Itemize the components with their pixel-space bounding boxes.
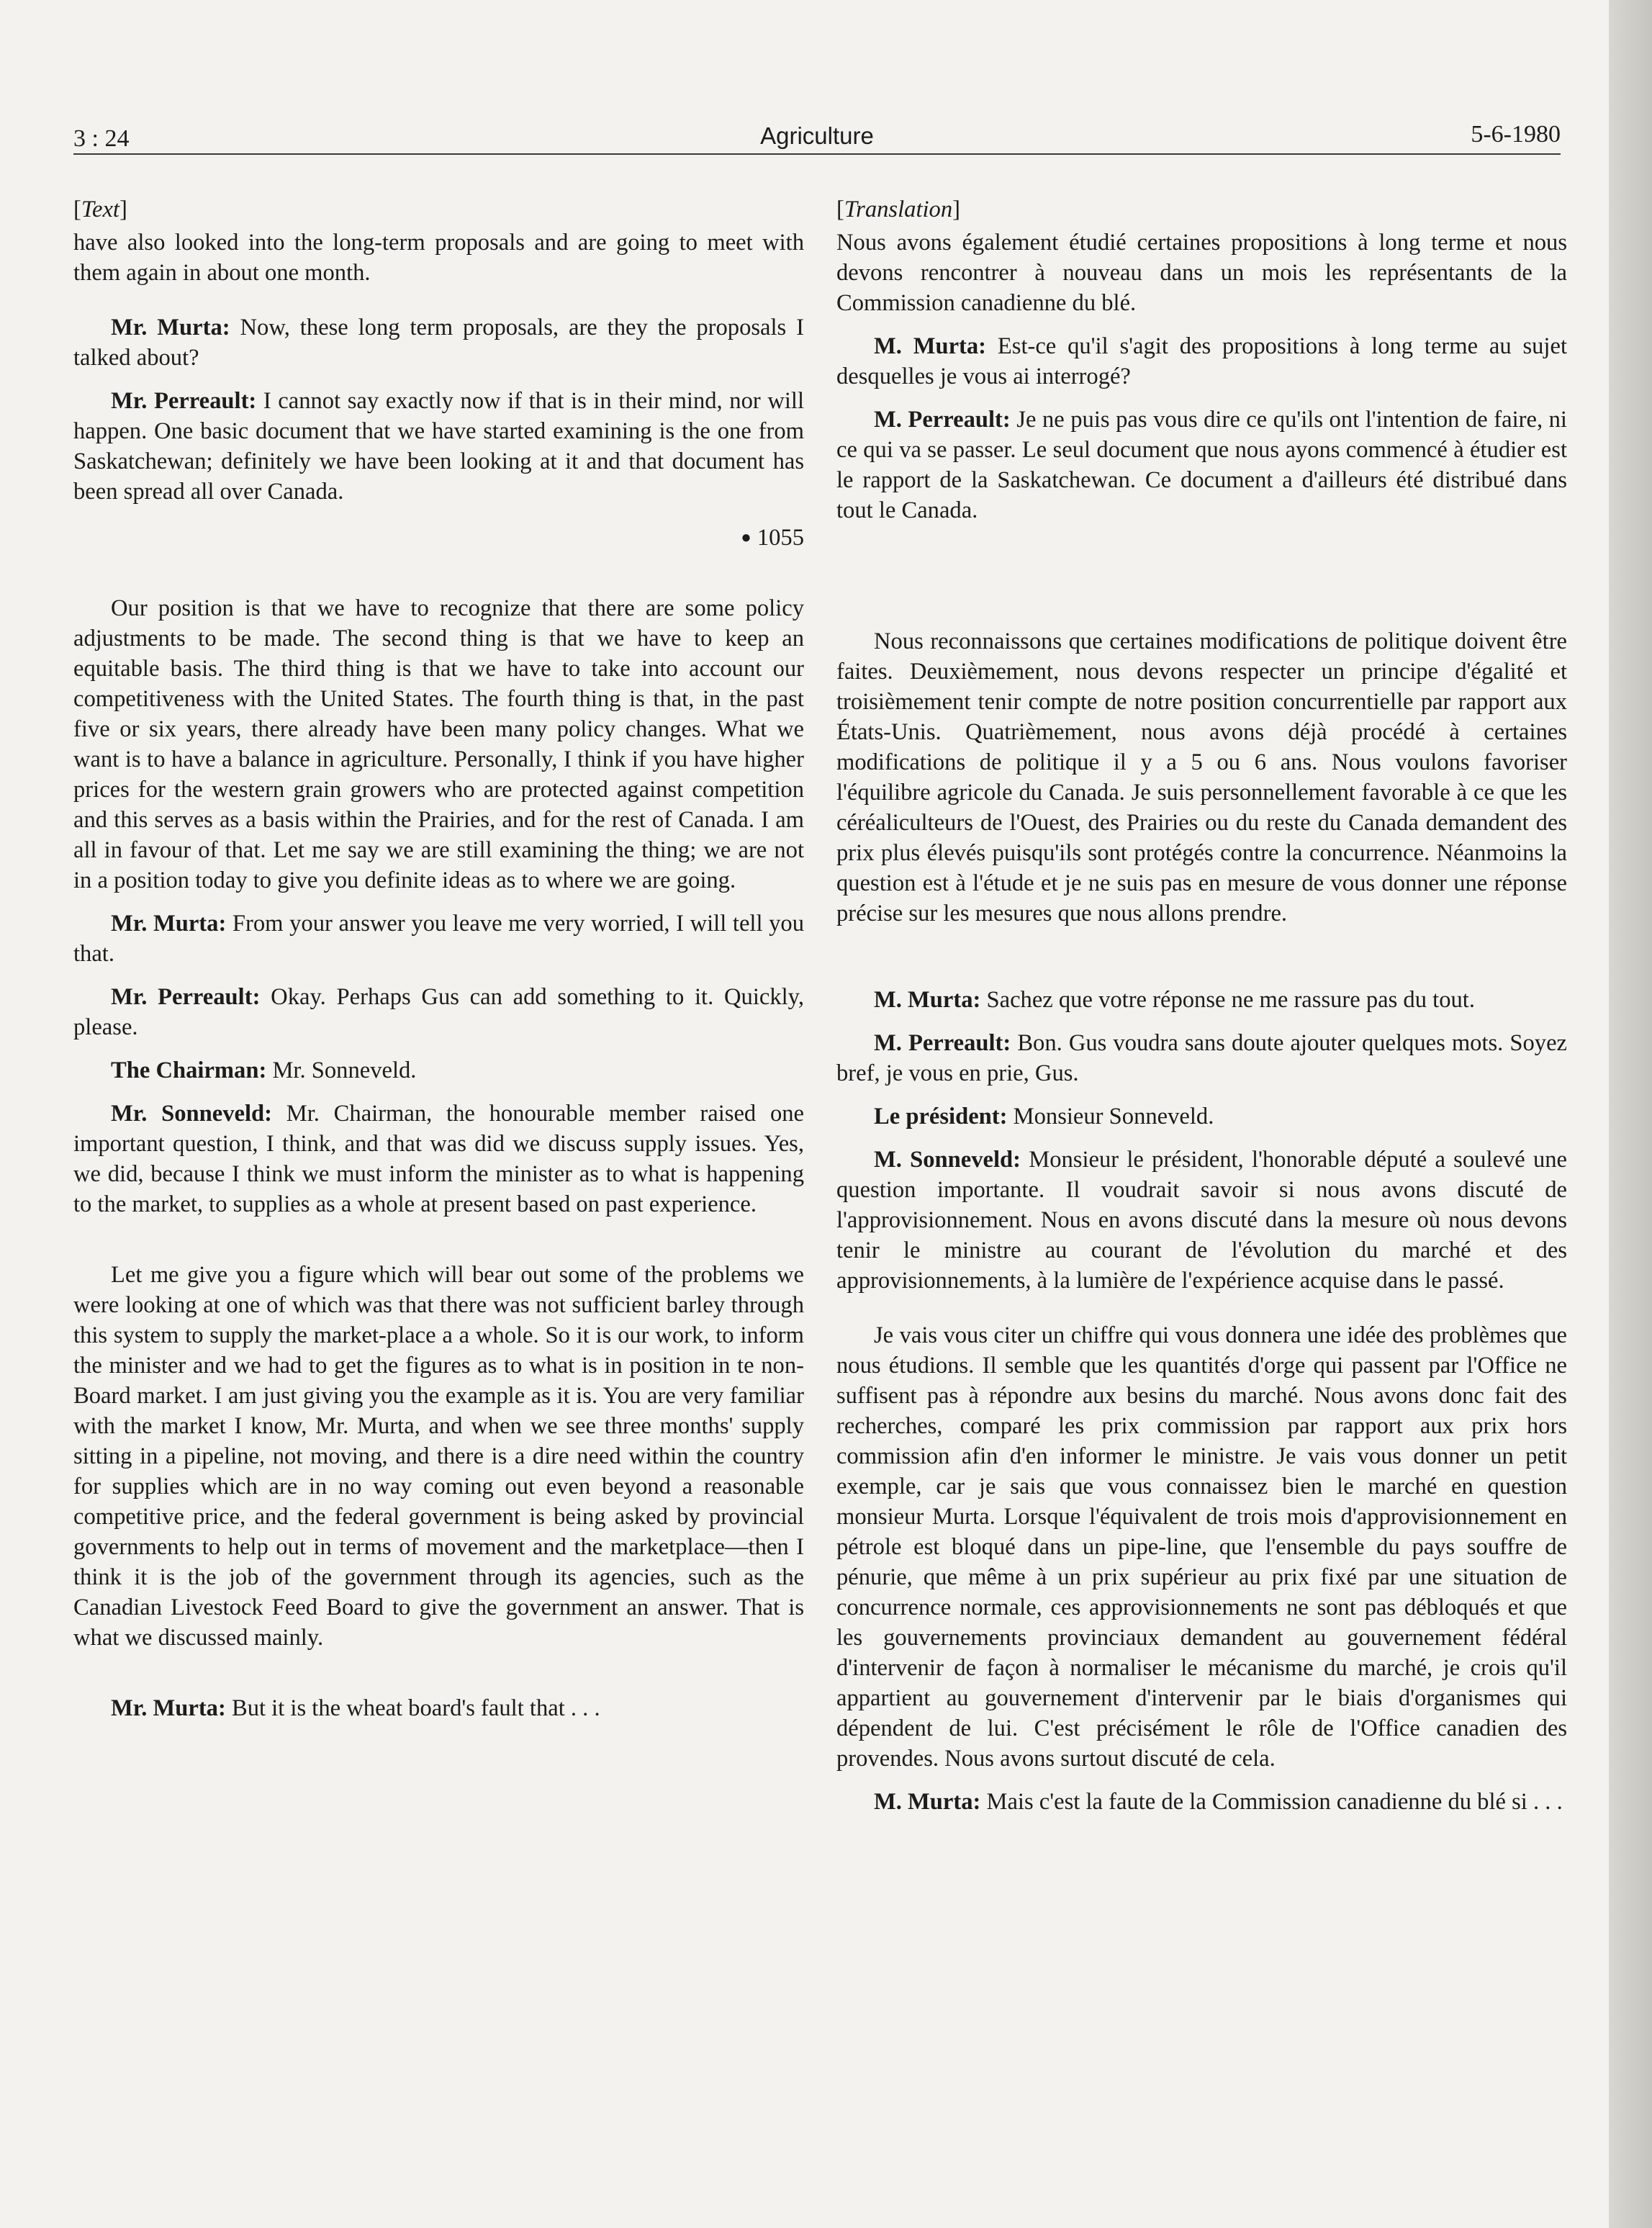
speech-text: From your answer you leave me very worried, I will tell you that. (73, 911, 804, 967)
speech-text: Now, these long term proposals, are they the proposals I talked about? (73, 315, 804, 371)
speech-perreault-3 (836, 1028, 1567, 1088)
speaker-name: Mr. Sonneveld: (111, 1101, 272, 1127)
speaker-name: M. Sonneveld: (874, 1147, 1021, 1173)
timestamp: ● 1055 (741, 525, 804, 551)
speech-perreault-2: Nous reconnaissons que certaines modifications de politique doivent être faites. Deuxièmement, nous devons respecter un principe d'égalité et troisièmement tenir compte de notre position concurrentielle par rapport aux États-Unis. Quatrièmement, nous avons déjà procédé à certaines modifications de politique il y a 5 ou 6 ans. Nous voulons favoriser l'équilibre agricole du Canada. Je suis personnellement favorable à ce que les céréaliculteurs de l'Ouest, des Prairies ou du reste du Canada demandent des prix plus élevés puisqu'ils sont protégés contre la concurrence. Néanmoins la question est à l'étude et je ne suis pas en mesure de vous donner une réponse précise sur les mesures que nous allons prendre. (836, 628, 1567, 926)
text-label: [Text] (73, 197, 127, 222)
page-date: 5-6-1980 (1471, 121, 1561, 148)
speech-murta-2 (73, 908, 804, 969)
page-edge (1609, 0, 1652, 2228)
french-column (836, 194, 1567, 1817)
speech-text: I cannot say exactly now if that is in their mind, nor will happen. One basic document that we have started examining is the one from Saskatchewan; definitely we have been looking at it and that document has been spread all over Canada. (73, 388, 804, 505)
speech-text: Je ne puis pas vous dire ce qu'ils ont l'intention de faire, ni ce qui va se passer. Le seul document que nous ayons commencé à étudier est le rapport de la Saskatchewan. Ce document a d'ailleurs été distribué dans tout le Canada. (836, 407, 1567, 523)
speech-perreault-1 (836, 405, 1567, 526)
header-rule (73, 153, 1561, 155)
speech-perreault-3 (73, 982, 804, 1042)
speech-murta-2 (836, 985, 1567, 1015)
speech-text: Est-ce qu'il s'agit des propositions à long terme au sujet desquelles je vous ai interrogé? (836, 333, 1567, 389)
speaker-name: M. Perreault: (874, 407, 1011, 433)
speech-text: Mais c'est la faute de la Commission canadienne du blé si . . . (980, 1789, 1563, 1815)
speaker-name: Mr. Murta: (111, 315, 230, 340)
speaker-name: M. Murta: (874, 1789, 981, 1815)
speaker-name: M. Murta: (874, 987, 981, 1013)
speech-sonneveld-1 (73, 1099, 804, 1219)
speaker-name: Mr. Murta: (111, 911, 227, 937)
speech-murta-3 (73, 1693, 804, 1723)
speech-text: Bon. Gus voudra sans doute ajouter quelques mots. Soyez bref, je vous en prie, Gus. (836, 1030, 1567, 1086)
speech-text: Mr. Chairman, the honourable member raised one important question, I think, and that was did we discuss supply issues. Yes, we did, because I think we must inform the minister as to what is happening to the market, to supplies as a whole at present based on past experience. (73, 1101, 804, 1217)
speech-text: Monsieur Sonneveld. (1007, 1104, 1214, 1129)
speech-murta-3 (836, 1787, 1567, 1817)
section-title: Agriculture (760, 122, 874, 149)
speech-sonneveld-2: Je vais vous citer un chiffre qui vous donnera une idée des problèmes que nous étudions. Il semble que les quantités d'orge qui passent par l'Office ne suffisent pas à répondre aux besins du marché. Nous avons donc fait des recherches, comparé les prix commission par rapport aux prix hors commission afin d'en informer le ministre. Je vais vous donner un petit exemple, car je sais que vous connaissez bien le marché en question monsieur Murta. Lorsque l'équivalent de trois mois d'approvisionnement en pétrole est bloqué dans un pipe-line, que l'ensemble du pays souffre de pénurie, que même à un prix supérieur au prix fixé par une situation de concurrence normale, ces approvisionnements ne sont pas débloqués et que les gouvernements provinciaux demandent au gouvernement fédéral d'intervenir de façon à normaliser le mécanisme du marché, je crois qu'il appartient au gouvernement d'intervenir par le biais d'organismes qui dépendent de lui. C'est précisément le rôle de l'Office canadien des provendes. Nous avons surtout discuté de cela. (836, 1322, 1567, 1772)
speech-text: Okay. Perhaps Gus can add something to it. Quickly, please. (73, 984, 804, 1040)
speech-text: But it is the wheat board's fault that . . . (225, 1695, 600, 1721)
english-column (73, 194, 804, 1723)
speaker-name: Le président: (874, 1104, 1008, 1129)
speaker-name: Mr. Perreault: (111, 388, 257, 414)
intro-paragraph: Nous avons également étudié certaines propositions à long terme et nous devons rencontrer à nouveau dans un mois les représentants de la Commission canadienne du blé. (836, 230, 1567, 316)
speech-chairman (73, 1055, 804, 1086)
speech-murta-1 (836, 331, 1567, 392)
speech-murta-1 (73, 312, 804, 373)
speech-text: Mr. Sonneveld. (266, 1057, 417, 1083)
speech-text: Monsieur le président, l'honorable député a soulevé une question importante. Il voudrait savoir si nous avons discuté de l'approvisionnement. Nous en avons discuté dans la mesure où nous devons tenir le ministre au courant de l'évolution du marché et des approvisionnements, à la lumière de l'expérience acquise dans le passé. (836, 1147, 1567, 1294)
speech-sonneveld-1 (836, 1145, 1567, 1296)
page-number: 3 : 24 (73, 125, 130, 152)
translation-label: [Translation] (836, 197, 960, 222)
speech-perreault-1 (73, 386, 804, 507)
page-header (73, 121, 1561, 157)
speaker-name: Mr. Perreault: (111, 984, 261, 1010)
speaker-name: M. Perreault: (874, 1030, 1011, 1056)
speech-president (836, 1101, 1567, 1132)
speaker-name: M. Murta: (874, 333, 987, 359)
speech-sonneveld-2: Let me give you a figure which will bear out some of the problems we were looking at one of which was that there was not sufficient barley through this system to supply the market-place a a whole. So it is our work, to inform the minister and we had to get the figures as to what is in position in te non-Board market. I am just giving you the example as it is. You are very familiar with the market I know, Mr. Murta, and when we see three months' supply sitting in a pipeline, not moving, and there is a dire need within the country for supplies which are in no way coming out even beyond a reasonable competitive price, and the federal government is being asked by provincial governments to help out in terms of movement and the marketplace—then I think it is the job of the government through its agencies, such as the Canadian Livestock Feed Board to give the government an answer. That is what we discussed mainly. (73, 1262, 804, 1651)
speaker-name: Mr. Murta: (111, 1695, 226, 1721)
speech-perreault-2: Our position is that we have to recognize that there are some policy adjustments to be made. The second thing is that we have to keep an equitable basis. The third thing is that we have to take into account our competitiveness with the United States. The fourth thing is that, in the past five or six years, there already have been many policy changes. What we want is to have a balance in agriculture. Personally, I think if you have higher prices for the western grain growers who are protected against competition and this serves as a basis within the Prairies, and for the rest of Canada. I am all in favour of that. Let me say we are still examining the thing; we are not in a position today to give you definite ideas as to where we are going. (73, 595, 804, 893)
intro-paragraph: have also looked into the long-term proposals and are going to meet with them again in about one month. (73, 230, 804, 286)
speech-text: Sachez que votre réponse ne me rassure pas du tout. (980, 987, 1475, 1013)
speaker-name: The Chairman: (111, 1057, 267, 1083)
